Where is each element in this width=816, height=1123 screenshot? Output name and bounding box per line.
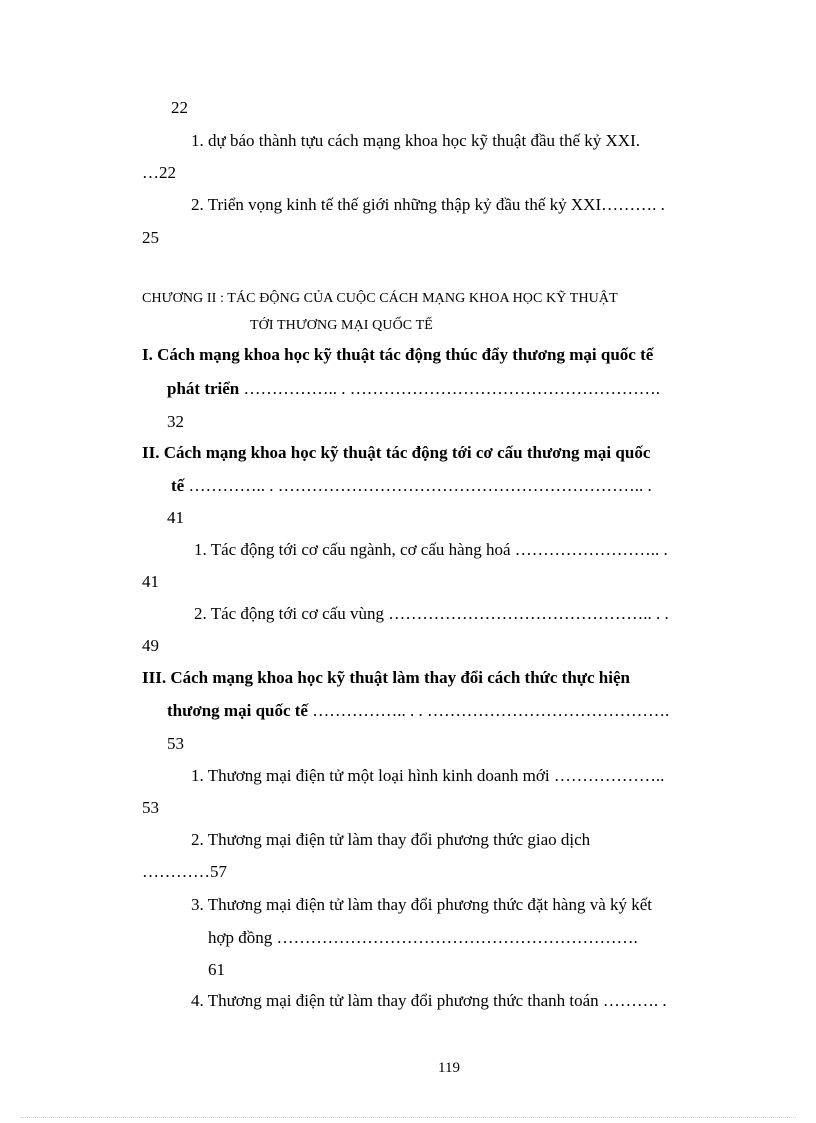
toc-page-ref: 53 <box>142 798 159 817</box>
toc-page-ref: 22 <box>171 98 188 117</box>
chapter-heading: CHƯƠNG II : TÁC ĐỘNG CỦA CUỘC CÁCH MẠNG KHOA HỌC KỸ THUẬT <box>142 291 618 306</box>
leader-dots: …………….. . ………………………………………………. <box>243 379 660 398</box>
toc-page-ref: 49 <box>142 636 159 655</box>
toc-page-ref: 61 <box>208 960 225 979</box>
toc-entry-continued: hợp đồng ………………………………………………………. <box>208 928 638 947</box>
chapter-heading-continued: TỚI THƯƠNG MẠI QUỐC TẾ <box>250 318 433 333</box>
section-title-tail: thương mại quốc tế <box>167 701 308 720</box>
toc-entry: 1. dự báo thành tựu cách mạng khoa học kỹ thuật đầu thế kỷ XXI. <box>191 131 640 150</box>
section-heading-continued <box>167 380 660 397</box>
section-heading-continued <box>171 477 652 494</box>
toc-entry: 4. Thương mại điện tử làm thay đổi phương thức thanh toán ………. . <box>191 991 667 1010</box>
toc-entry: 2. Thương mại điện tử làm thay đổi phương thức giao dịch <box>191 830 591 849</box>
toc-page-ref: 53 <box>167 734 184 753</box>
section-heading: III. Cách mạng khoa học kỹ thuật làm thay đổi cách thức thực hiện <box>142 668 630 687</box>
toc-page-ref: 41 <box>167 508 184 527</box>
toc-entry: 2. Tác động tới cơ cấu vùng ……………………………………….. . . <box>194 604 669 623</box>
toc-page-ref: 25 <box>142 228 159 247</box>
toc-entry: 1. Tác động tới cơ cấu ngành, cơ cấu hàng hoá …………………….. . <box>194 540 668 559</box>
toc-entry: 3. Thương mại điện tử làm thay đổi phương thức đặt hàng và ký kết <box>191 895 653 914</box>
section-heading: II. Cách mạng khoa học kỹ thuật tác động tới cơ cấu thương mại quốc <box>142 443 651 462</box>
toc-entry: 2. Triển vọng kinh tế thế giới những thập kỷ đầu thế kỷ XXI………. . <box>191 195 665 214</box>
leader-dots: ………….. . ……………………………………………………….. . <box>188 476 652 495</box>
section-title-tail: phát triển <box>167 379 240 398</box>
leader-dots: …………….. . . ……………………………………. <box>312 701 670 720</box>
section-title-tail: tế <box>171 476 185 495</box>
toc-entry: 1. Thương mại điện tử một loại hình kinh doanh mới ……………….. <box>191 766 665 785</box>
toc-page-ref: 32 <box>167 412 184 431</box>
toc-page-ref: …22 <box>142 163 176 182</box>
page-number: 119 <box>438 1060 460 1076</box>
toc-page-ref: 41 <box>142 572 159 591</box>
page-bottom-border <box>20 1117 796 1118</box>
section-heading: I. Cách mạng khoa học kỹ thuật tác động thúc đẩy thương mại quốc tế <box>142 345 654 364</box>
toc-page-ref: …………57 <box>142 862 227 881</box>
section-heading-continued <box>167 702 669 719</box>
